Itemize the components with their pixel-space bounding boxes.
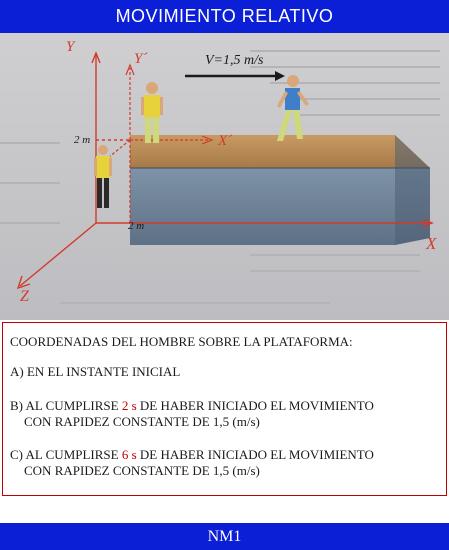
velocity-arrow <box>185 71 285 81</box>
question-heading: COORDENADAS DEL HOMBRE SOBRE LA PLATAFORMA: <box>10 334 353 349</box>
figure-drawing <box>0 33 449 320</box>
platform <box>130 135 430 245</box>
item-b-time: 2 s <box>121 398 137 413</box>
question-panel <box>2 322 447 496</box>
item-c-line2: CON RAPIDEZ CONSTANTE DE 1,5 (m/s) <box>24 463 260 478</box>
footer-label: NM1 <box>0 523 449 550</box>
item-b <box>10 398 374 414</box>
axis-x-label: X <box>426 234 437 253</box>
item-c <box>10 447 374 463</box>
axis-y-prime-label: Y´ <box>134 51 148 67</box>
height-label: 2 m <box>74 134 91 146</box>
man-on-platform-start <box>141 82 163 143</box>
man-walking <box>277 75 309 141</box>
distance-label: 2 m <box>128 220 145 232</box>
page-title: MOVIMIENTO RELATIVO <box>0 0 449 33</box>
item-a: A) EN EL INSTANTE INICIAL <box>10 364 181 379</box>
item-b-suffix: DE HABER INICIADO EL MOVIMIENTO <box>136 398 374 413</box>
item-c-suffix: DE HABER INICIADO EL MOVIMIENTO <box>136 447 374 462</box>
relative-motion-figure <box>0 33 449 320</box>
item-c-time: 6 s <box>121 447 137 462</box>
item-c-prefix: C) AL CUMPLIRSE <box>10 447 122 462</box>
item-b-prefix: B) AL CUMPLIRSE <box>10 398 122 413</box>
axis-z-label: Z <box>20 288 29 305</box>
axis-x-prime-label: X´ <box>218 133 233 149</box>
item-b-line2: CON RAPIDEZ CONSTANTE DE 1,5 (m/s) <box>24 414 260 429</box>
axis-y-label: Y <box>66 39 75 55</box>
velocity-label: V=1,5 m/s <box>205 53 264 68</box>
